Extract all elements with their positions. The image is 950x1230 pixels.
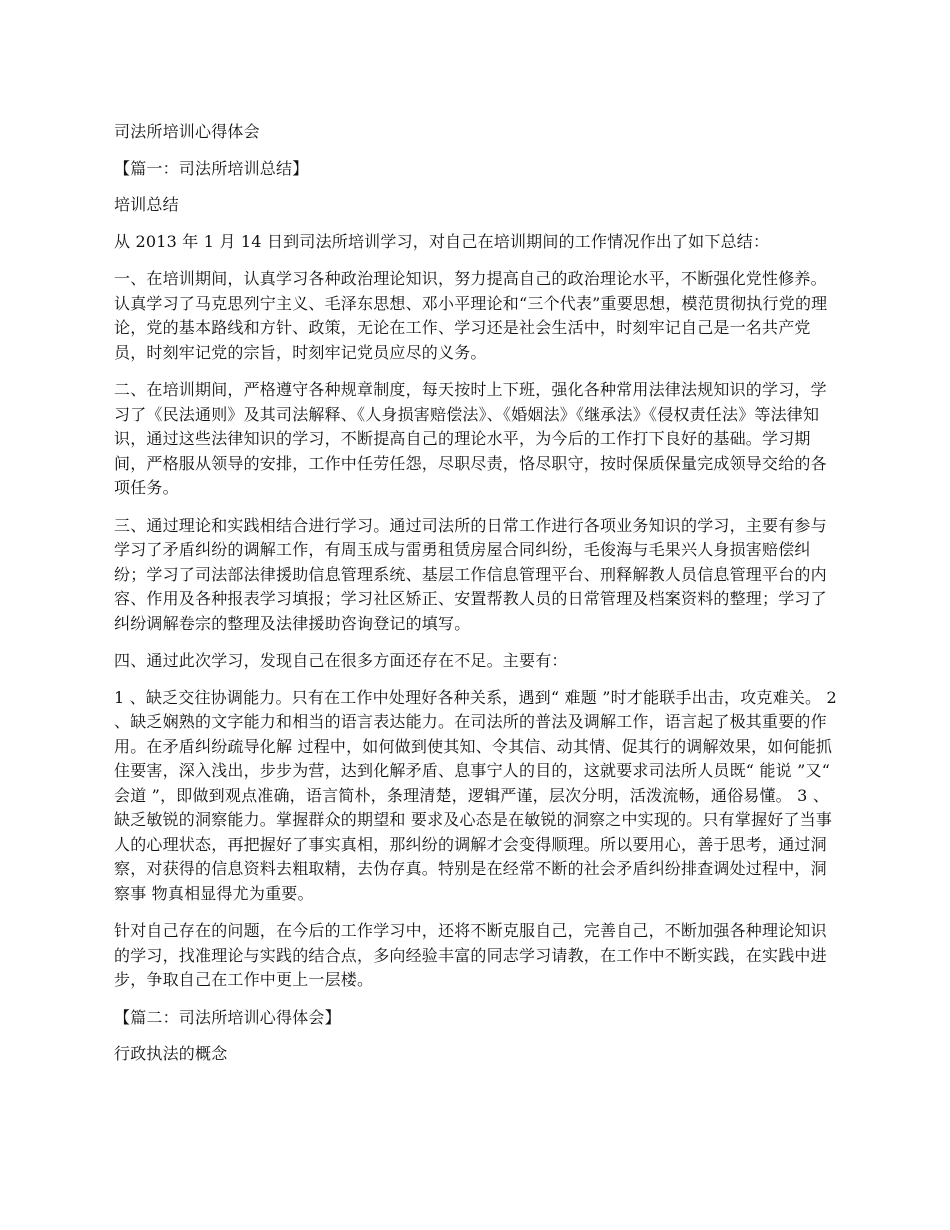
subheading-admin-enforcement: 行政执法的概念: [114, 1044, 228, 1063]
paragraph-four-heading: 四、通过此次学习，发现自己在很多方面还存在不足。主要有：: [114, 651, 568, 670]
paragraph-one: 一、在培训期间，认真学习各种政治理论知识，努力提高自己的政治理论水平，不断强化党性修养。认真学习了马克思列宁主义、毛泽东思想、邓小平理论和“三个代表”重要思想，模范贯彻执行党的理论，党的基本路线和方针、政策，无论在工作、学习还是社会生活中，时刻牢记自己是一名共产党员，时刻牢记党的宗旨，时刻牢记党员应尽的义务。: [114, 269, 828, 362]
intro-paragraph: 从 2013 年 1 月 14 日到司法所培训学习，对自己在培训期间的工作情况作出了如下总结：: [114, 231, 770, 251]
subheading-training-summary: 培训总结: [114, 195, 179, 214]
paragraph-conclusion: 针对自己存在的问题，在今后的工作学习中，还将不断克服自己，完善自己，不断加强各种理论知识的学习，找准理论与实践的结合点，多向经验丰富的同志学习请教，在工作中不断实践，在实践中进步，争取自己在工作中更上一层楼。: [114, 921, 827, 989]
paragraph-shortcomings: 1 、缺乏交往协调能力。只有在工作中处理好各种关系，遇到“ 难题 ”时才能联手出击，攻克难关。 2 、缺乏娴熟的文字能力和相当的语言表达能力。在司法所的普法及调解工作，语言起了极其重要的作用。在矛盾纠纷疏导化解 过程中，如何做到使其知、令其信、动其情、促其行的调解效果，如何能抓住要害，深入浅出，步步为营，达到化解矛盾、息事宁人的目的，这就要求司法所人员既“ 能说 ”又“ 会道 ”，即做到观点准确，语言简朴，条理清楚，逻辑严谨，层次分明，活泼流畅，通俗易懂。 3 、缺乏敏锐的洞察能力。掌握群众的期望和 要求及心态是在敏锐的洞察之中实现的。只有掌握好了当事人的心理状态，再把握好了事实真相，那纠纷的调解才会变得顺理。所以要用心，善于思考，通过洞察，对获得的信息资料去粗取精，去伪存真。特别是在经常不断的社会矛盾纠纷排查调处过程中，洞察事 物真相显得尤为重要。: [114, 687, 837, 903]
document-page: [114, 120, 842, 1067]
paragraph-two: 二、在培训期间，严格遵守各种规章制度，每天按时上下班，强化各种常用法律法规知识的学习，学习了《民法通则》及其司法解释、《人身损害赔偿法》、《婚姻法》《继承法》《侵权责任法》等法律知识，通过这些法律知识的学习，不断提高自己的理论水平，为今后的工作打下良好的基础。学习期间，严格服从领导的安排，工作中任劳任怨，尽职尽责，恪尽职守，按时保质保量完成领导交给的各项任务。: [114, 380, 827, 497]
paragraph-three: 三、通过理论和实践相结合进行学习。通过司法所的日常工作进行各项业务知识的学习，主要有参与学习了矛盾纠纷的调解工作，有周玉成与雷勇租赁房屋合同纠纷，毛俊海与毛果兴人身损害赔偿纠纷；学习了司法部法律援助信息管理系统、基层工作信息管理平台、刑释解教人员信息管理平台的内容、作用及各种报表学习填报；学习社区矫正、安置帮教人员的日常管理及档案资料的整理；学习了纠纷调解卷宗的整理及法律援助咨询登记的填写。: [114, 515, 827, 633]
section2-heading: 【篇二：司法所培训心得体会】: [114, 1007, 341, 1027]
section1-heading: 【篇一：司法所培训总结】: [114, 158, 309, 178]
document-title: 司法所培训心得体会: [114, 122, 260, 141]
